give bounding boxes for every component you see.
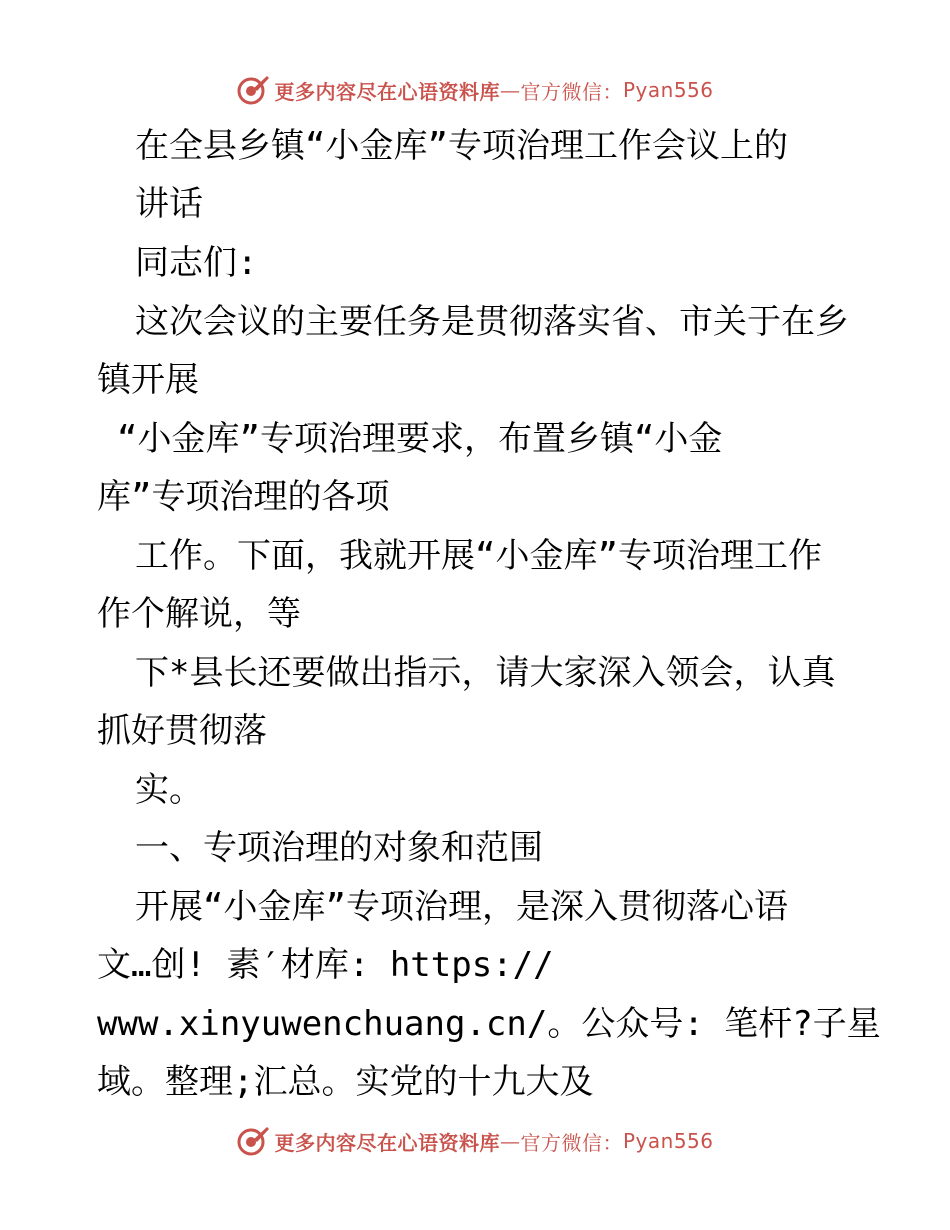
paragraph-line: 域。整理;汇总。实党的十九大及 [97, 1062, 594, 1102]
salutation: 同志们: [135, 243, 258, 283]
header-dash: — [499, 78, 521, 102]
paragraph-line: 开展“小金库”专项治理，是深入贯彻落心语 [135, 887, 788, 927]
footer-brand-text: 更多内容尽在心语资料库 [274, 1130, 500, 1155]
paragraph-line: 抓好贯彻落 [97, 711, 267, 751]
header-contact-id: Pyan556 [622, 78, 714, 102]
paragraph-line: “小金库”专项治理要求，布置乡镇“小金 [117, 419, 723, 459]
title-line-1: 在全县乡镇“小金库”专项治理工作会议上的 [135, 126, 788, 166]
paragraph-line: 镇开展 [97, 360, 199, 400]
header-brand-text: 更多内容尽在心语资料库 [274, 79, 500, 104]
paragraph-line: 文…创! 素′材库: https:// [97, 945, 554, 985]
paragraph-line: www.xinyuwenchuang.cn/。公众号: 笔杆?子星 [97, 1004, 881, 1044]
paragraph-line: 作个解说，等 [97, 594, 301, 634]
paragraph-line: 下*县长还要做出指示，请大家深入领会，认真 [135, 653, 836, 693]
title-line-2: 讲话 [135, 184, 203, 224]
paragraph-line: 工作。下面，我就开展“小金库”专项治理工作 [135, 536, 822, 576]
footer-dash: — [499, 1129, 521, 1153]
paragraph-line: 库”专项治理的各项 [97, 477, 390, 517]
paragraph-line: 这次会议的主要任务是贯彻落实省、市关于在乡 [135, 302, 849, 342]
footer-contact-label: 官方微信： [520, 1130, 623, 1155]
paragraph-line: 实。 [135, 770, 203, 810]
footer-contact-id: Pyan556 [622, 1129, 714, 1153]
header-contact-label: 官方微信： [520, 79, 623, 104]
footer-banner [0, 1122, 950, 1160]
section-heading: 一、专项治理的对象和范围 [135, 828, 543, 868]
pen-circle-logo-icon [236, 1124, 270, 1158]
